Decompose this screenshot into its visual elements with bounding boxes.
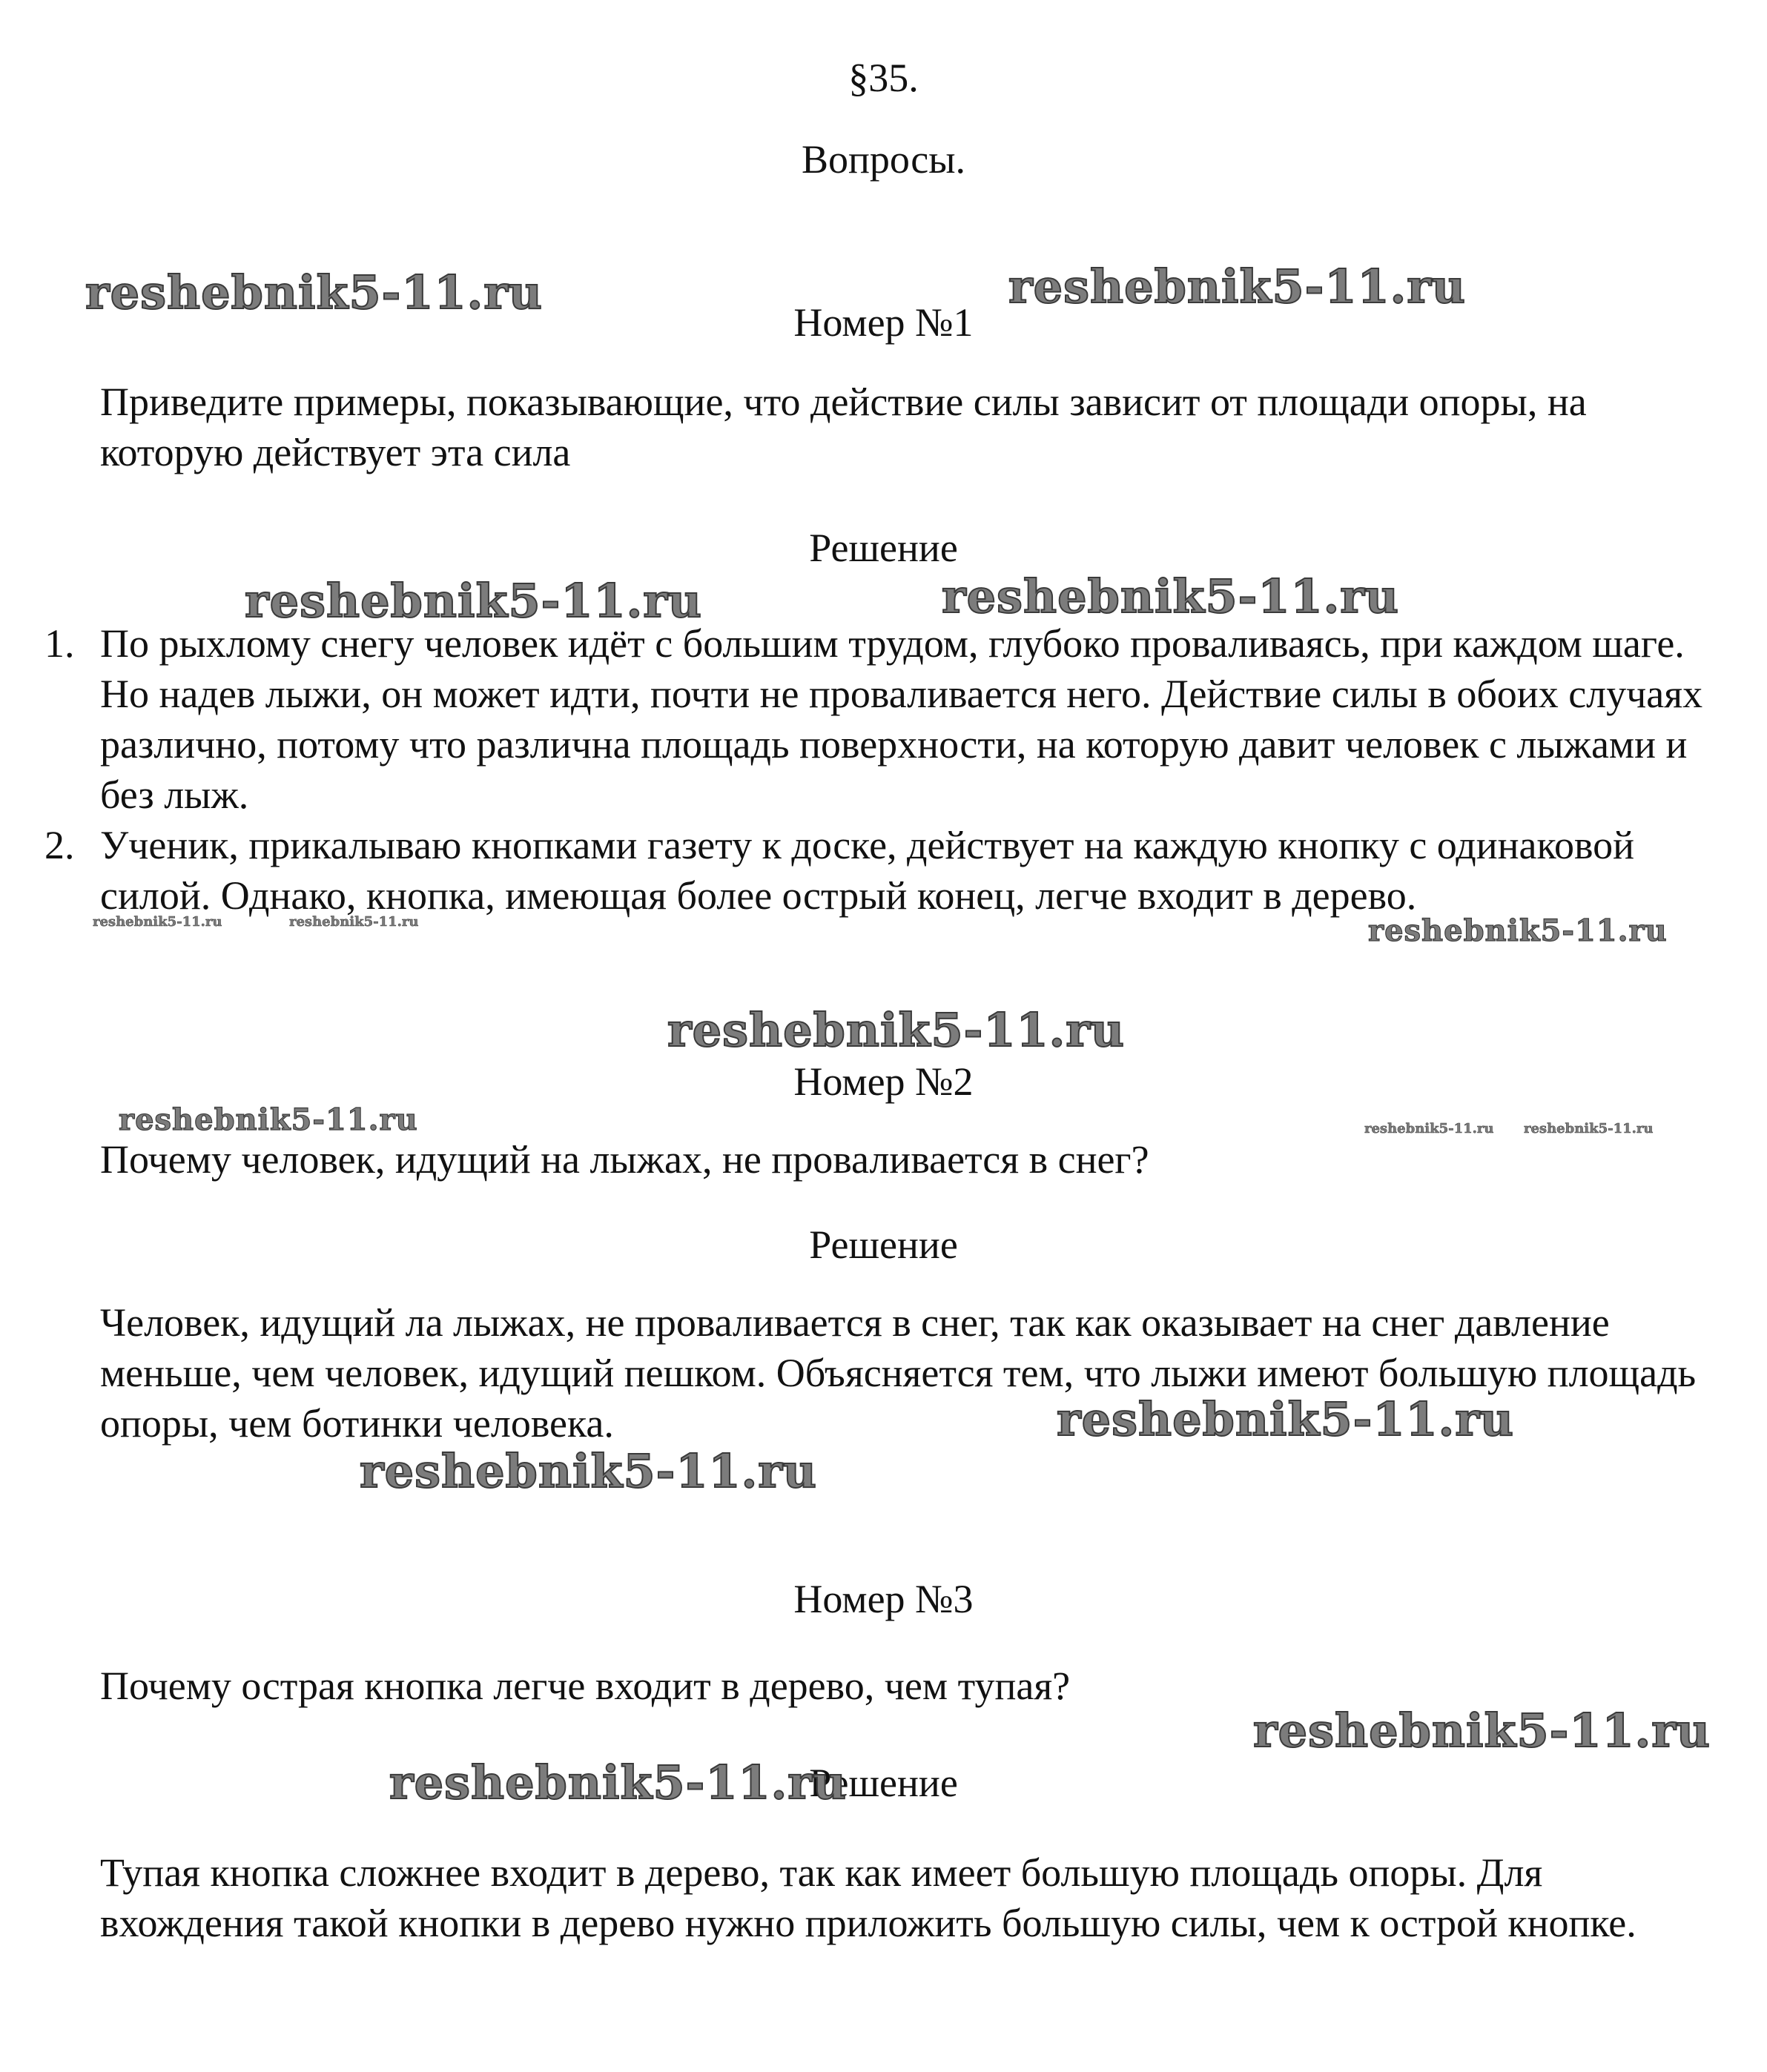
- list-text: Ученик, прикалываю кнопками газету к доске, действует на каждую кнопку с одинаковой силой. Однако, кнопка, имеющая более острый конец, легче входит в дерево.: [100, 823, 1635, 918]
- watermark-logo: reshebnik5-11.ru: [289, 914, 419, 930]
- question-2-solution-label: Решение: [809, 1222, 958, 1267]
- watermark-logo: reshebnik5-11.ru: [93, 914, 222, 930]
- watermark-logo: reshebnik5-11.ru: [942, 569, 1399, 623]
- watermark-logo: reshebnik5-11.ru: [1008, 259, 1466, 314]
- question-1-solution-label: Решение: [809, 526, 958, 570]
- watermark-logo: reshebnik5-11.ru: [85, 265, 543, 320]
- question-1-answer-2: [44, 820, 1705, 921]
- watermark-logo: reshebnik5-11.ru: [1524, 1121, 1654, 1136]
- section-subtitle: Вопросы.: [801, 137, 965, 182]
- watermark-logo: reshebnik5-11.ru: [245, 574, 702, 628]
- question-2-heading: Номер №2: [793, 1059, 974, 1104]
- watermark-logo: reshebnik5-11.ru: [360, 1444, 817, 1498]
- question-3-heading: Номер №3: [793, 1577, 974, 1621]
- watermark-logo: reshebnik5-11.ru: [389, 1755, 847, 1810]
- question-2-answer: Человек, идущий ла лыжах, не проваливается в снег, так как оказывает на снег давление меньше, чем человек, идущий пешком. Объясняется тем, что лыжи имеют большую площадь опоры, чем ботинки человека.: [100, 1300, 1697, 1446]
- watermark-logo: reshebnik5-11.ru: [1368, 913, 1668, 948]
- watermark-logo: reshebnik5-11.ru: [1253, 1704, 1711, 1758]
- question-3-answer: Тупая кнопка сложнее входит в дерево, так как имеет большую площадь опоры. Для вхождения такой кнопки в дерево нужно приложить большую силы, чем к острой кнопке.: [100, 1850, 1636, 1945]
- question-1-answer-1: [44, 618, 1705, 820]
- section-number: §35.: [848, 56, 919, 100]
- watermark-logo: reshebnik5-11.ru: [667, 1003, 1125, 1057]
- watermark-logo: reshebnik5-11.ru: [1057, 1392, 1514, 1446]
- list-text: По рыхлому снегу человек идёт с большим трудом, глубоко проваливаясь, при каждом шаге. Но надев лыжи, он может идти, почти не проваливается него. Действие силы в обоих случаях различно, потому что различна площадь поверхности, на которую давит человек с лыжами и без лыж.: [100, 621, 1703, 817]
- question-3-solution-label: Решение: [809, 1761, 958, 1805]
- question-1-text: Приведите примеры, показывающие, что действие силы зависит от площади опоры, на которую действует эта сила: [100, 380, 1587, 474]
- watermark-logo: reshebnik5-11.ru: [1364, 1121, 1494, 1136]
- question-1-heading: Номер №1: [793, 300, 974, 345]
- question-2-text: Почему человек, идущий на лыжах, не проваливается в снег?: [100, 1137, 1149, 1182]
- list-number: 2.: [44, 823, 75, 867]
- watermark-logo: reshebnik5-11.ru: [119, 1102, 418, 1137]
- list-number: 1.: [44, 621, 75, 666]
- question-3-text: Почему острая кнопка легче входит в дерево, чем тупая?: [100, 1664, 1071, 1708]
